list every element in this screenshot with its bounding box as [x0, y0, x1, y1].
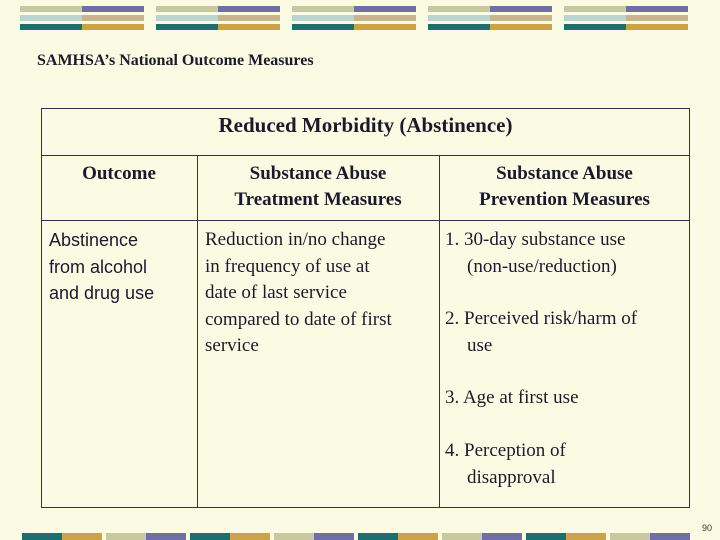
prevention-item: 4. Perception of disapproval — [445, 440, 566, 488]
prevention-item: 3. Age at first use — [445, 387, 579, 408]
header-outcome: Outcome — [82, 163, 156, 184]
page-number: 90 — [701, 523, 712, 533]
outcome-cell: Abstinence from alcohol and drug use — [49, 230, 155, 303]
page-title: SAMHSA’s National Outcome Measures — [37, 52, 314, 69]
header-treatment-measures: Substance Abuse Treatment Measures — [234, 163, 402, 210]
prevention-item: 1. 30-day substance use (non-use/reduction) — [445, 229, 626, 277]
prevention-item: 2. Perceived risk/harm of use — [445, 308, 638, 356]
header-divider — [41, 220, 690, 221]
top-decorative-band — [20, 6, 700, 36]
treatment-measures-cell: Reduction in/no change in frequency of use at date of last service compared to date of first service — [205, 229, 392, 356]
bottom-decorative-band — [22, 533, 702, 540]
header-prevention-measures: Substance Abuse Prevention Measures — [479, 163, 650, 210]
table-title: Reduced Morbidity (Abstinence) — [41, 108, 690, 156]
